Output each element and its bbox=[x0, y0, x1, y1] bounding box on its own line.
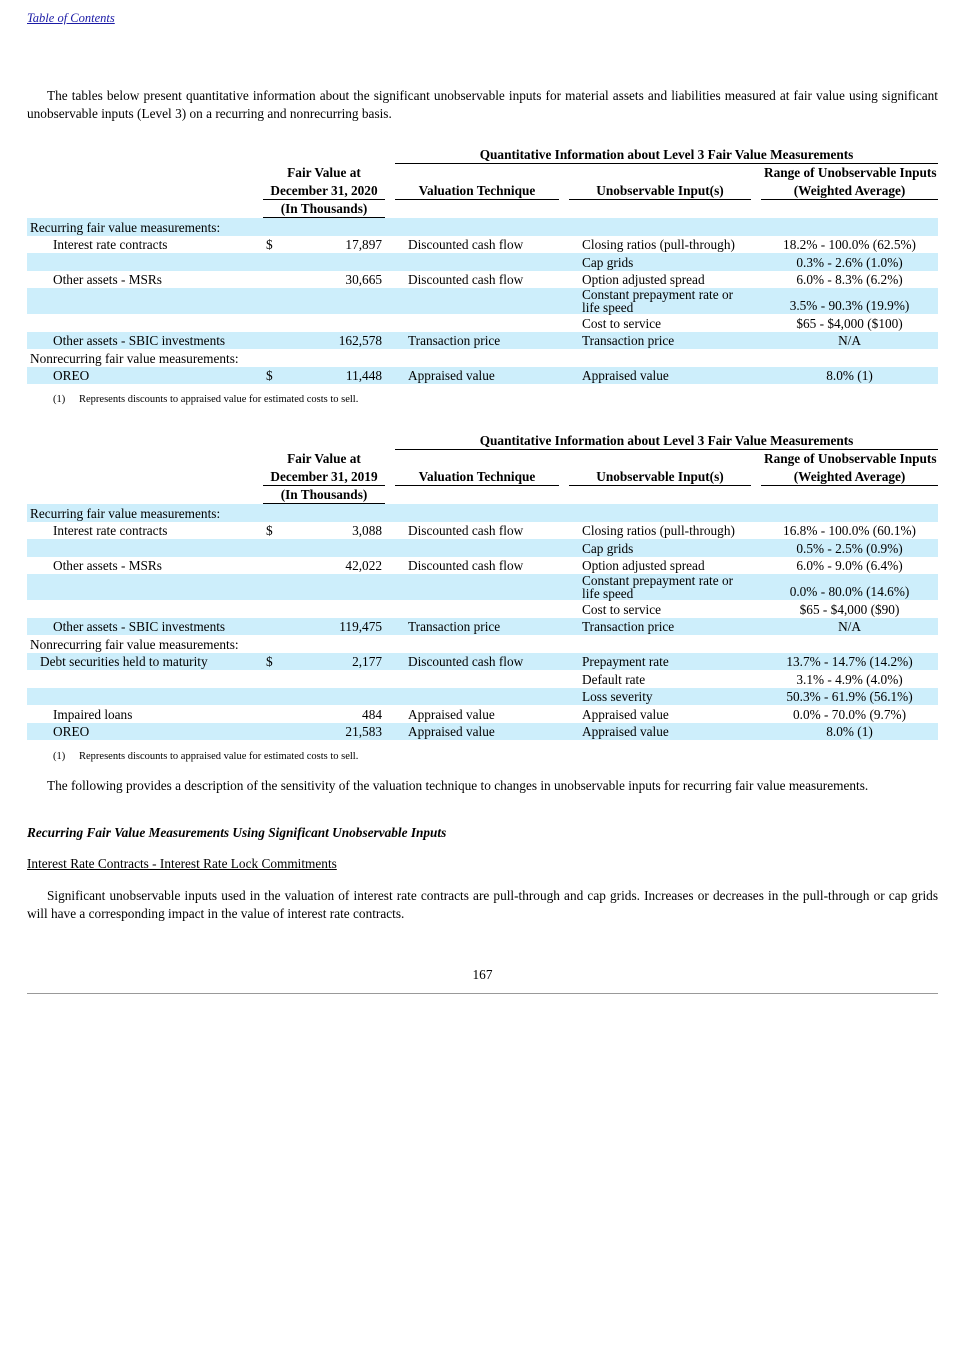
unobservable-input: Cap grids bbox=[569, 539, 751, 557]
unobservable-input: Default rate bbox=[582, 671, 646, 687]
dollar-sign bbox=[263, 557, 287, 575]
page-number: 167 bbox=[472, 967, 493, 982]
table-row bbox=[27, 539, 938, 557]
spacer-cell bbox=[385, 522, 395, 540]
spacer-cell bbox=[385, 723, 395, 741]
table1-section-recurring: Recurring fair value measurements: bbox=[27, 218, 938, 236]
dollar-sign bbox=[263, 670, 287, 688]
dollar-sign bbox=[263, 288, 287, 314]
input-range: 50.3% - 61.9% (56.1%) bbox=[761, 688, 938, 706]
input-range: 6.0% - 9.0% (6.4%) bbox=[796, 558, 903, 573]
table-row bbox=[27, 705, 938, 723]
table-of-contents-link[interactable]: Table of Contents bbox=[27, 11, 115, 25]
spacer-cell bbox=[751, 367, 761, 385]
subsection-heading-interest-rate: Interest Rate Contracts - Interest Rate Lock Commitments bbox=[27, 856, 337, 871]
input-range: 6.0% - 8.3% (6.2%) bbox=[796, 272, 903, 287]
fair-value: 484 bbox=[362, 706, 382, 722]
table2-unobservable-header: Unobservable Input(s) bbox=[569, 467, 751, 485]
row-label: OREO bbox=[27, 367, 263, 385]
spacer-cell bbox=[559, 539, 569, 557]
input-range: 3.1% - 4.9% (4.0%) bbox=[796, 671, 903, 687]
table-row bbox=[27, 236, 938, 254]
row-label: Other assets - MSRs bbox=[53, 272, 162, 287]
table1-unit: (In Thousands) bbox=[263, 199, 385, 218]
dollar-sign bbox=[263, 723, 287, 741]
spacer-cell bbox=[559, 574, 569, 600]
unobservable-input: Loss severity bbox=[569, 688, 751, 706]
table-row bbox=[27, 557, 938, 575]
unobservable-input: Constant prepayment rate or life speed bbox=[569, 574, 751, 600]
spacer-cell bbox=[559, 670, 569, 688]
spacer-cell bbox=[385, 653, 395, 671]
dollar-sign bbox=[263, 332, 287, 350]
row-label bbox=[27, 574, 263, 600]
table-row bbox=[27, 271, 938, 289]
valuation-technique: Discounted cash flow bbox=[408, 558, 524, 573]
input-range: $65 - $4,000 ($90) bbox=[799, 601, 900, 617]
table2-range-header-1: Range of Unobservable Inputs bbox=[764, 451, 937, 466]
valuation-technique: Discounted cash flow bbox=[408, 272, 524, 287]
table-row bbox=[27, 688, 938, 706]
fair-value: 42,022 bbox=[345, 558, 382, 573]
spacer-cell bbox=[559, 688, 569, 706]
dollar-sign bbox=[263, 539, 287, 557]
unobservable-input: Option adjusted spread bbox=[582, 272, 705, 287]
row-label bbox=[27, 539, 263, 557]
spacer-cell bbox=[751, 332, 761, 350]
spacer-cell bbox=[385, 288, 395, 314]
spacer-cell bbox=[751, 314, 761, 332]
table2-footnote bbox=[53, 751, 358, 762]
valuation-technique bbox=[395, 574, 559, 600]
valuation-technique: Discounted cash flow bbox=[408, 237, 524, 252]
table-row bbox=[27, 574, 938, 600]
interest-rate-paragraph: Significant unobservable inputs used in the valuation of interest rate contracts are pull-through and cap grids. Increases or decreases in the pull-through or cap grids will have a corresponding impact in the value of interest rate contracts. bbox=[27, 888, 938, 921]
dollar-sign: $ bbox=[266, 523, 273, 538]
table-row bbox=[27, 253, 938, 271]
unobservable-input: Closing ratios (pull-through) bbox=[582, 523, 735, 538]
table-row bbox=[27, 723, 938, 741]
row-label bbox=[27, 288, 263, 314]
valuation-technique bbox=[395, 288, 559, 314]
table2-footnote-text: Represents discounts to appraised value for estimated costs to sell. bbox=[79, 751, 359, 762]
intro-paragraph: The tables below present quantitative information about the significant unobservable inputs for material assets and liabilities measured at fair value using significant unobservable inputs (Level 3) on a recurring and nonrecurring basis. bbox=[27, 88, 938, 121]
table-row bbox=[27, 600, 938, 618]
spacer-cell bbox=[385, 271, 395, 289]
fair-value bbox=[287, 600, 385, 618]
input-range: 0.0% - 70.0% (9.7%) bbox=[793, 706, 907, 722]
spacer-cell bbox=[751, 522, 761, 540]
input-range: 8.0% (1) bbox=[761, 723, 938, 741]
input-range: 0.0% - 80.0% (14.6%) bbox=[761, 574, 938, 600]
table1-rows bbox=[27, 236, 938, 350]
dollar-sign: $ bbox=[263, 367, 287, 385]
row-label: OREO bbox=[27, 723, 263, 741]
spacer-cell bbox=[751, 557, 761, 575]
row-label: Interest rate contracts bbox=[53, 523, 168, 538]
fair-value: 11,448 bbox=[287, 367, 385, 385]
unobservable-input: Option adjusted spread bbox=[582, 558, 705, 573]
row-label bbox=[27, 600, 263, 618]
unobservable-input: Constant prepayment rate or life speed bbox=[569, 288, 751, 314]
spacer-cell bbox=[751, 600, 761, 618]
fair-value: 2,177 bbox=[287, 653, 385, 671]
spacer-cell bbox=[385, 670, 395, 688]
spacer-cell bbox=[385, 539, 395, 557]
table1-valuation-header: Valuation Technique bbox=[395, 181, 559, 199]
dollar-sign: $ bbox=[263, 653, 287, 671]
dollar-sign bbox=[263, 705, 287, 723]
spacer-cell bbox=[751, 723, 761, 741]
table-row bbox=[27, 670, 938, 688]
spacer-cell bbox=[559, 367, 569, 385]
row-label: Debt securities held to maturity bbox=[27, 653, 263, 671]
row-label bbox=[27, 253, 263, 271]
spacer-cell bbox=[559, 618, 569, 636]
table1-range-header-2: (Weighted Average) bbox=[761, 181, 938, 199]
valuation-technique bbox=[395, 539, 559, 557]
row-label bbox=[27, 670, 263, 688]
fair-value bbox=[287, 539, 385, 557]
table1-section-nonrecurring: Nonrecurring fair value measurements: bbox=[30, 350, 239, 366]
spacer-cell bbox=[385, 557, 395, 575]
spacer-cell bbox=[559, 253, 569, 271]
table2-group-header: Quantitative Information about Level 3 Fair Value Measurements bbox=[395, 431, 938, 449]
valuation-technique: Discounted cash flow bbox=[395, 653, 559, 671]
fair-value bbox=[287, 288, 385, 314]
table2-nonrecurring-section bbox=[27, 635, 938, 653]
dollar-sign bbox=[263, 688, 287, 706]
table1-fv-header-2: December 31, 2020 bbox=[263, 181, 385, 199]
table2-section-recurring: Recurring fair value measurements: bbox=[27, 504, 938, 522]
dollar-sign bbox=[263, 253, 287, 271]
table-row bbox=[27, 653, 938, 671]
spacer-cell bbox=[751, 670, 761, 688]
table1-footnote-text: Represents discounts to appraised value for estimated costs to sell. bbox=[79, 394, 359, 405]
unobservable-input: Cost to service bbox=[582, 315, 662, 331]
spacer-cell bbox=[559, 600, 569, 618]
table-row bbox=[27, 618, 938, 636]
unobservable-input: Transaction price bbox=[569, 332, 751, 350]
row-label bbox=[27, 688, 263, 706]
spacer-cell bbox=[385, 618, 395, 636]
unobservable-input: Appraised value bbox=[569, 723, 751, 741]
table1-header bbox=[27, 145, 938, 236]
input-range: 3.5% - 90.3% (19.9%) bbox=[761, 288, 938, 314]
valuation-technique: Transaction price bbox=[395, 332, 559, 350]
valuation-technique bbox=[395, 600, 559, 618]
valuation-technique: Discounted cash flow bbox=[408, 523, 524, 538]
table1-range-header-1: Range of Unobservable Inputs bbox=[764, 165, 937, 180]
unobservable-input: Transaction price bbox=[569, 618, 751, 636]
spacer-cell bbox=[751, 705, 761, 723]
dollar-sign bbox=[263, 314, 287, 332]
valuation-technique bbox=[395, 688, 559, 706]
table-row bbox=[27, 332, 938, 350]
valuation-technique: Appraised value bbox=[395, 367, 559, 385]
spacer-cell bbox=[559, 314, 569, 332]
dollar-sign bbox=[263, 618, 287, 636]
valuation-technique bbox=[395, 253, 559, 271]
dollar-sign bbox=[263, 271, 287, 289]
row-label: Other assets - MSRs bbox=[53, 558, 162, 573]
table1-group-header: Quantitative Information about Level 3 Fair Value Measurements bbox=[395, 145, 938, 163]
table2-rows bbox=[27, 522, 938, 636]
spacer-cell bbox=[559, 723, 569, 741]
table2-valuation-header: Valuation Technique bbox=[395, 467, 559, 485]
valuation-technique: Appraised value bbox=[408, 706, 495, 722]
spacer-cell bbox=[751, 618, 761, 636]
fair-value: 119,475 bbox=[287, 618, 385, 636]
spacer-cell bbox=[751, 253, 761, 271]
page-footer-rule bbox=[27, 993, 938, 994]
spacer-cell bbox=[385, 688, 395, 706]
spacer-cell bbox=[559, 271, 569, 289]
unobservable-input: Prepayment rate bbox=[569, 653, 751, 671]
table1-footnote-number: (1) bbox=[53, 394, 66, 405]
dollar-sign: $ bbox=[266, 237, 273, 252]
fair-value: 21,583 bbox=[287, 723, 385, 741]
table1-unobservable-header: Unobservable Input(s) bbox=[569, 181, 751, 199]
input-range: 8.0% (1) bbox=[761, 367, 938, 385]
row-label: Other assets - SBIC investments bbox=[27, 618, 263, 636]
spacer-cell bbox=[751, 539, 761, 557]
spacer-cell bbox=[751, 574, 761, 600]
table2-nonrecurring-rows bbox=[27, 653, 938, 741]
input-range: 0.5% - 2.5% (0.9%) bbox=[761, 539, 938, 557]
table2-header bbox=[27, 431, 938, 522]
row-label: Interest rate contracts bbox=[53, 237, 168, 252]
table-row bbox=[27, 314, 938, 332]
spacer-cell bbox=[385, 314, 395, 332]
table2-range-header-2: (Weighted Average) bbox=[761, 467, 938, 485]
valuation-technique: Appraised value bbox=[395, 723, 559, 741]
row-label bbox=[27, 314, 263, 332]
fair-value: 3,088 bbox=[352, 523, 382, 538]
fair-value bbox=[287, 574, 385, 600]
spacer-cell bbox=[751, 271, 761, 289]
input-range: 16.8% - 100.0% (60.1%) bbox=[783, 523, 916, 538]
fair-value: 17,897 bbox=[345, 237, 382, 252]
unobservable-input: Cost to service bbox=[582, 601, 662, 617]
spacer-cell bbox=[385, 705, 395, 723]
table1-footnote bbox=[53, 394, 358, 405]
table1-nonrecurring-section bbox=[27, 349, 938, 367]
unobservable-input: Appraised value bbox=[582, 706, 669, 722]
input-range: 0.3% - 2.6% (1.0%) bbox=[761, 253, 938, 271]
spacer-cell bbox=[559, 236, 569, 254]
input-range: $65 - $4,000 ($100) bbox=[796, 315, 903, 331]
table2-unit: (In Thousands) bbox=[263, 485, 385, 504]
input-range: 13.7% - 14.7% (14.2%) bbox=[761, 653, 938, 671]
table2-fv-header-2: December 31, 2019 bbox=[263, 467, 385, 485]
spacer-cell bbox=[751, 236, 761, 254]
sensitivity-paragraph: The following provides a description of the sensitivity of the valuation technique to changes in unobservable inputs for recurring fair value measurements. bbox=[47, 778, 869, 793]
dollar-sign bbox=[263, 574, 287, 600]
table-row bbox=[27, 522, 938, 540]
row-label: Impaired loans bbox=[53, 706, 133, 722]
spacer-cell bbox=[385, 574, 395, 600]
spacer-cell bbox=[385, 600, 395, 618]
spacer-cell bbox=[751, 653, 761, 671]
valuation-technique bbox=[395, 314, 559, 332]
table-row bbox=[27, 288, 938, 314]
unobservable-input: Closing ratios (pull-through) bbox=[582, 237, 735, 252]
table2-section-nonrecurring: Nonrecurring fair value measurements: bbox=[30, 636, 239, 652]
spacer-cell bbox=[385, 236, 395, 254]
spacer-cell bbox=[385, 332, 395, 350]
row-label: Other assets - SBIC investments bbox=[27, 332, 263, 350]
level3-table-2020 bbox=[27, 145, 938, 384]
table1-fv-header-1: Fair Value at bbox=[287, 165, 361, 180]
fair-value: 162,578 bbox=[287, 332, 385, 350]
dollar-sign bbox=[263, 600, 287, 618]
section-heading-recurring: Recurring Fair Value Measurements Using Significant Unobservable Inputs bbox=[27, 825, 447, 840]
spacer-cell bbox=[385, 253, 395, 271]
level3-table-2019 bbox=[27, 431, 938, 740]
input-range: N/A bbox=[761, 332, 938, 350]
spacer-cell bbox=[559, 653, 569, 671]
spacer-cell bbox=[559, 705, 569, 723]
spacer-cell bbox=[559, 288, 569, 314]
table2-fv-header-1: Fair Value at bbox=[287, 451, 361, 466]
spacer-cell bbox=[559, 557, 569, 575]
spacer-cell bbox=[559, 332, 569, 350]
fair-value bbox=[287, 253, 385, 271]
input-range: N/A bbox=[761, 618, 938, 636]
valuation-technique: Transaction price bbox=[395, 618, 559, 636]
spacer-cell bbox=[751, 688, 761, 706]
fair-value bbox=[287, 688, 385, 706]
fair-value bbox=[287, 670, 385, 688]
fair-value: 30,665 bbox=[345, 272, 382, 287]
unobservable-input: Appraised value bbox=[569, 367, 751, 385]
table-row bbox=[27, 367, 938, 385]
unobservable-input: Cap grids bbox=[569, 253, 751, 271]
table2-footnote-number: (1) bbox=[53, 751, 66, 762]
valuation-technique bbox=[395, 670, 559, 688]
input-range: 18.2% - 100.0% (62.5%) bbox=[783, 237, 916, 252]
spacer-cell bbox=[559, 522, 569, 540]
spacer-cell bbox=[751, 288, 761, 314]
spacer-cell bbox=[385, 367, 395, 385]
fair-value bbox=[287, 314, 385, 332]
table1-nonrecurring-rows bbox=[27, 367, 938, 385]
